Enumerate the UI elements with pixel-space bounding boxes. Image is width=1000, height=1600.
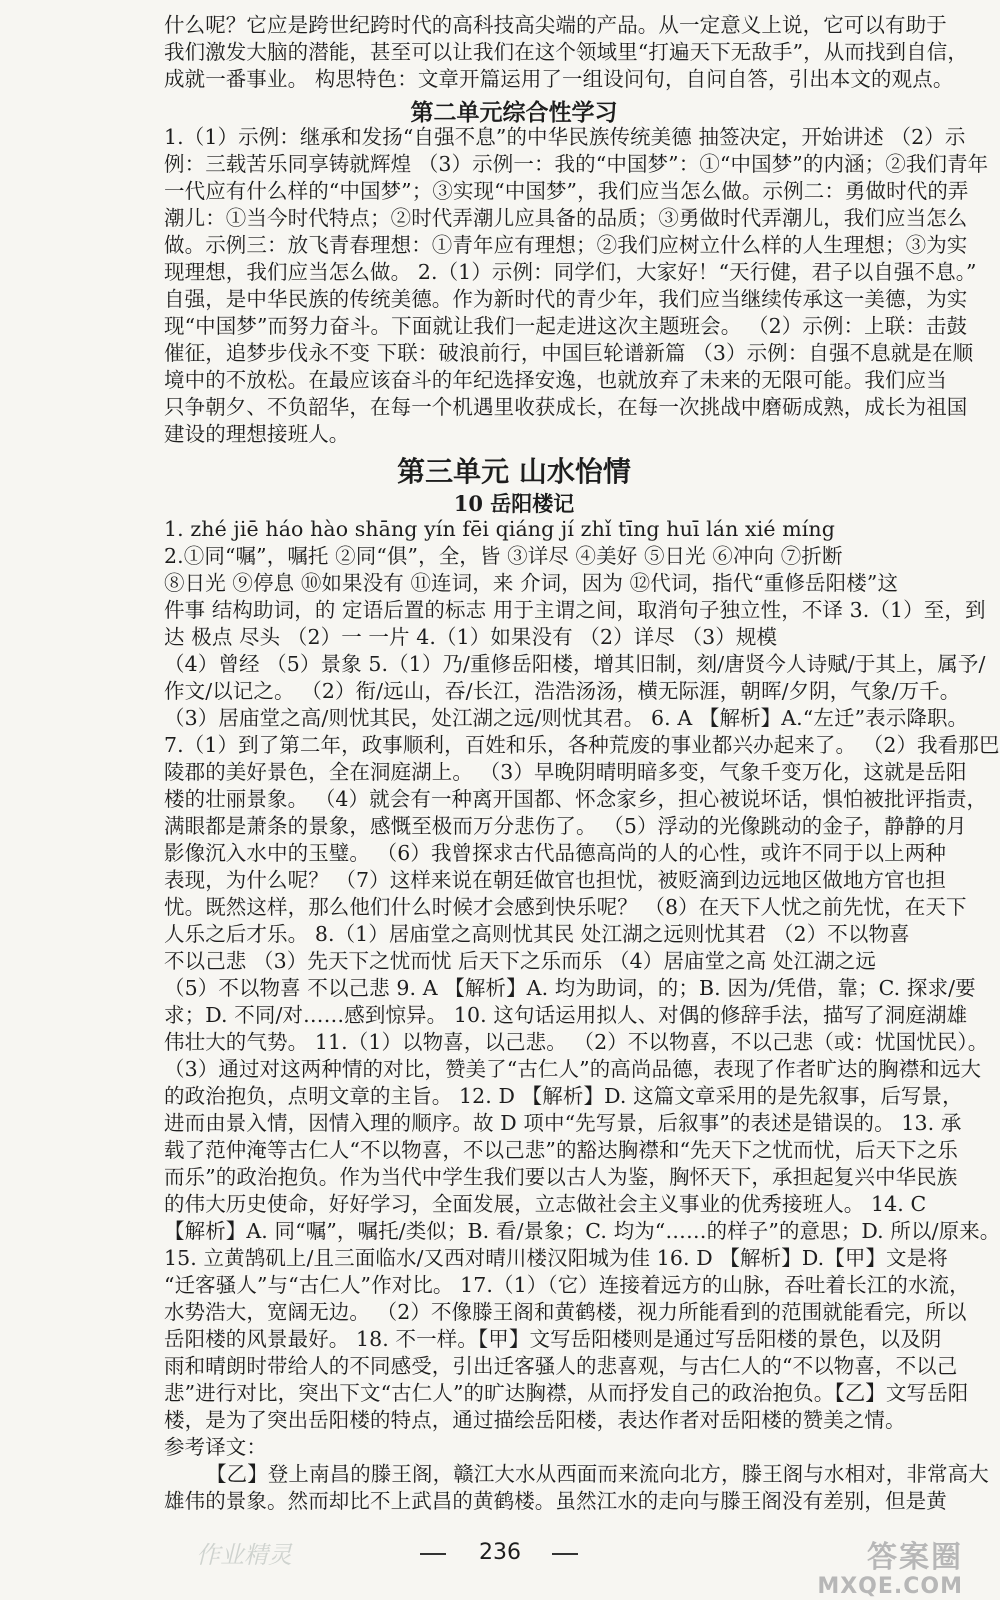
unit-title: 第三单元 山水怡情 bbox=[397, 455, 631, 488]
text-line: 参考译文： bbox=[164, 1435, 267, 1459]
text-line: 成就一番事业。 构思特色：文章开篇运用了一组设问句，自问自答，引出本文的观点。 bbox=[164, 67, 954, 91]
text-line: 陵郡的美好景色，全在洞庭湖上。 （3）早晚阴晴明暗多变，气象千变万化，这就是岳阳 bbox=[164, 760, 967, 784]
text-line: “迁客骚人”与“古仁人”作对比。 17.（1）（它）连接着远方的山脉，吞吐着长江的水流， bbox=[164, 1273, 970, 1297]
text-line: 境中的不放松。在最应该奋斗的年纪选择安逸，也就放弃了未来的无限可能。我们应当 bbox=[164, 368, 947, 392]
text-line: 楼，是为了突出岳阳楼的特点，通过描绘岳阳楼，表达作者对岳阳楼的赞美之情。 bbox=[164, 1408, 906, 1432]
text-line: 件事 结构助词，的 定语后置的标志 用于主谓之间，取消句子独立性，不译 3.（1）至，到 bbox=[164, 598, 986, 622]
text-line: 雨和晴朗时带给人的不同感受，引出迁客骚人的悲喜观，与古仁人的“不以物喜，不以己 bbox=[164, 1354, 958, 1378]
text-line: 什么呢？它应是跨世纪跨时代的高科技高尖端的产品。从一定意义上说，它可以有助于 bbox=[164, 13, 947, 37]
text-line: 一代应有什么样的“中国梦”；③实现“中国梦”，我们应当怎么做。示例二：勇做时代的弄 bbox=[164, 179, 969, 203]
text-line: 悲”进行对比，突出下文“古仁人”的旷达胸襟，从而抒发自己的政治抱负。【乙】文写岳阳 bbox=[164, 1381, 969, 1405]
watermark-right-url: MXQE.COM bbox=[817, 1574, 963, 1599]
text-line: 进而由景入情，因情入理的顺序。故 D 项中“先写景，后叙事”的表述是错误的。 13. 承 bbox=[164, 1111, 962, 1135]
text-line: 人乐之后才乐。 8.（1）居庙堂之高则忧其民 处江湖之远则忧其君 （2）不以物喜 bbox=[164, 922, 910, 946]
page-number: 236 bbox=[479, 1540, 521, 1565]
text-line: 自强，是中华民族的传统美德。作为新时代的青少年，我们应当继续传承这一美德，为实 bbox=[164, 287, 968, 311]
text-line: 2.①同“嘱”，嘱托 ②同“俱”，全，皆 ③详尽 ④美好 ⑤日光 ⑥冲向 ⑦折断 bbox=[164, 544, 843, 568]
text-line: 求；D. 不同/对……感到惊异。 10. 这句话运用拟人、对偶的修辞手法，描写了洞庭湖雄 bbox=[164, 1003, 968, 1027]
text-line: 15. 立黄鹄矶上/且三面临水/又西对晴川楼汉阳城为佳 16. D 【解析】D.【甲】文是将 bbox=[164, 1246, 948, 1270]
text-line: （5）不以物喜 不以己悲 9. A 【解析】A. 均为助词，的；B. 因为/凭借，靠；C. 探求/要 bbox=[164, 976, 976, 1000]
text-line: 现“中国梦”而努力奋斗。下面就让我们一起走进这次主题班会。 （2）示例：上联：击鼓 bbox=[164, 314, 968, 338]
text-line: （3）通过对这两种情的对比，赞美了“古仁人”的高尚品德，表现了作者旷达的胸襟和远大 bbox=[164, 1057, 982, 1081]
page-number-dash-left bbox=[420, 1553, 446, 1555]
text-line: 楼的壮丽景象。 （4）就会有一种离开国都、怀念家乡，担心被说坏话，惧怕被批评指责， bbox=[164, 787, 988, 811]
text-line: 满眼都是萧条的景象，感慨至极而万分悲伤了。 （5）浮动的光像跳动的金子，静静的月 bbox=[164, 814, 967, 838]
text-line: 雄伟的景象。然而却比不上武昌的黄鹤楼。虽然江水的走向与滕王阁没有差别，但是黄 bbox=[164, 1489, 947, 1513]
text-line: 潮儿：①当今时代特点；②时代弄潮儿应具备的品质；③勇做时代弄潮儿，我们应当怎么 bbox=[164, 206, 968, 230]
watermark-right bbox=[817, 1532, 963, 1599]
text-line: 催征，追梦步伐永不变 下联：破浪前行，中国巨轮谱新篇 （3）示例：自强不息就是在顺 bbox=[164, 341, 974, 365]
text-line: 表现，为什么呢？ （7）这样来说在朝廷做官也担忧，被贬滴到边远地区做地方官也担 bbox=[164, 868, 946, 892]
text-line: 达 极点 尽头 （2）一 一片 4.（1）如果没有 （2）详尽 （3）规模 bbox=[164, 625, 778, 649]
watermark-left: 作业精灵 bbox=[196, 1541, 292, 1569]
page-number-dash-right bbox=[552, 1553, 578, 1555]
text-line: 伟壮大的气势。 11.（1）以物喜，以己悲。 （2）不以物喜，不以己悲（或：忧国忧民）。 bbox=[164, 1030, 989, 1054]
text-line: 我们激发大脑的潜能，甚至可以让我们在这个领域里“打遍天下无敌手”，从而找到自信， bbox=[164, 40, 968, 64]
text-line: 建设的理想接班人。 bbox=[164, 422, 350, 446]
text-line: ⑧日光 ⑨停息 ⑩如果没有 ⑪连词，来 介词，因为 ⑫代词，指代“重修岳阳楼”这 bbox=[164, 571, 899, 595]
lesson-title: 10 岳阳楼记 bbox=[453, 491, 575, 516]
section-title-unit2-comprehensive: 第二单元综合性学习 bbox=[410, 99, 618, 126]
text-line: 做。示例三：放飞青春理想：①青年应有理想；②我们应树立什么样的人生理想；③为实 bbox=[164, 233, 968, 257]
text-line: 水势浩大，宽阔无边。 （2）不像滕王阁和黄鹤楼，视力所能看到的范围就能看完，所以 bbox=[164, 1300, 967, 1324]
text-line: （4）曾经 （5）景象 5.（1）乃/重修岳阳楼，增其旧制，刻/唐贤今人诗赋/于其上，属予/ bbox=[164, 652, 986, 676]
text-line: 作文/以记之。 （2）衔/远山，吞/长江，浩浩汤汤，横无际涯，朝晖/夕阴，气象/万千。 bbox=[164, 679, 961, 703]
text-line: 【解析】A. 同“嘱”，嘱托/类似；B. 看/景象；C. 均为“……的样子”的意思；D. 所以/原来。 bbox=[164, 1219, 1000, 1243]
text-line: 7.（1）到了第二年，政事顺利，百姓和乐，各种荒废的事业都兴办起来了。 （2）我看那巴 bbox=[164, 733, 1000, 757]
text-line: 而乐”的政治抱负。作为当代中学生我们要以古人为鉴，胸怀天下，承担起复兴中华民族 bbox=[164, 1165, 958, 1189]
text-line: 载了范仲淹等古仁人“不以物喜，不以己悲”的豁达胸襟和“先天下之忧而忧，后天下之乐 bbox=[164, 1138, 958, 1162]
watermark-right-cn: 答案圈 bbox=[867, 1540, 963, 1575]
text-line: 的伟大历史使命，好好学习，全面发展，立志做社会主义事业的优秀接班人。 14. C bbox=[164, 1192, 927, 1216]
text-line: 1. zhé jiē háo hào shāng yín fēi qiáng jí zhǐ tīng huī lán xié míng bbox=[164, 517, 835, 541]
text-line: 不以己悲 （3）先天下之忧而忧 后天下之乐而乐 （4）居庙堂之高 处江湖之远 bbox=[164, 949, 876, 973]
text-line: 岳阳楼的风景最好。 18. 不一样。【甲】文写岳阳楼则是通过写岳阳楼的景色，以及阴 bbox=[164, 1327, 942, 1351]
text-line: 的政治抱负，点明文章的主旨。 12. D 【解析】D. 这篇文章采用的是先叙事，后写景， bbox=[164, 1084, 963, 1108]
text-line: （3）居庙堂之高/则忧其民，处江湖之远/则忧其君。 6. A 【解析】A.“左迁”表示降职。 bbox=[164, 706, 969, 730]
text-line: 例：三载苦乐同享铸就辉煌 （3）示例一：我的“中国梦”：①“中国梦”的内涵；②我们青年 bbox=[164, 152, 989, 176]
text-line: 忧。既然这样，那么他们什么时候才会感到快乐呢？ （8）在天下人忧之前先忧，在天下 bbox=[164, 895, 967, 919]
text-line: 【乙】登上南昌的滕王阁，赣江大水从西面而来流向北方，滕王阁与水相对，非常高大 bbox=[206, 1462, 989, 1486]
text-line: 现理想，我们应当怎么做。 2.（1）示例：同学们，大家好！“天行健，君子以自强不息。” bbox=[164, 260, 977, 284]
text-line: 只争朝夕、不负韶华，在每一个机遇里收获成长，在每一次挑战中磨砺成熟，成长为祖国 bbox=[164, 395, 968, 419]
text-line: 1.（1）示例：继承和发扬“自强不息”的中华民族传统美德 抽签决定，开始讲述 （2）示 bbox=[164, 125, 966, 149]
text-line: 影像沉入水中的玉璧。 （6）我曾探求古代品德高尚的人的心性，或许不同于以上两种 bbox=[164, 841, 946, 865]
